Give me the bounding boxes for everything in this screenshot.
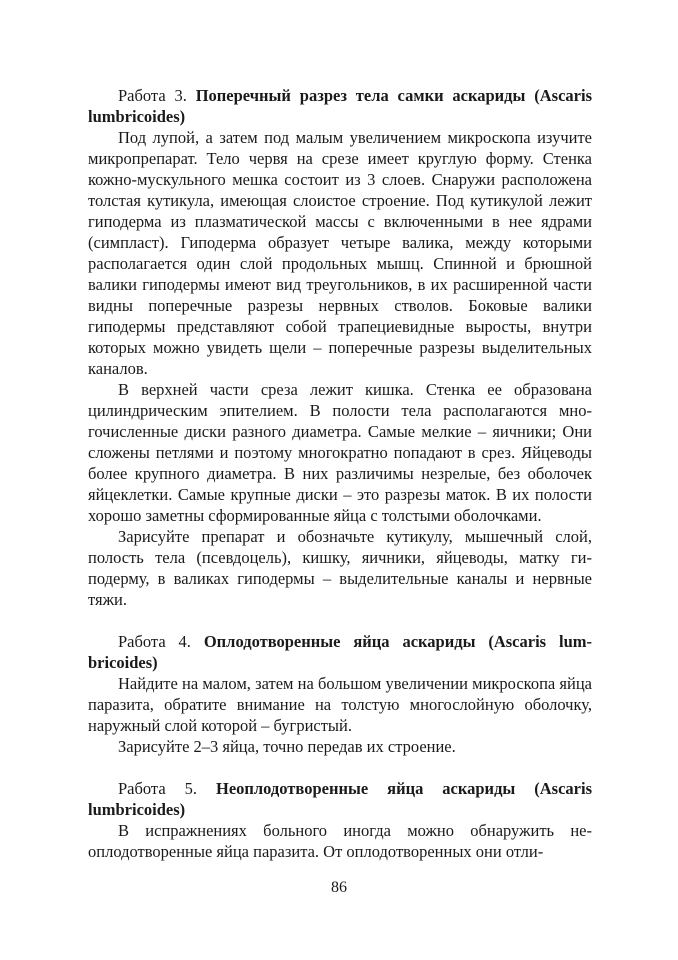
paragraph: Зарисуйте 2–3 яйца, точно передав их строение. — [118, 737, 456, 756]
paragraph: Под лупой, а затем под малым увеличением микроскопа изучите микропрепарат. Тело червя на срезе имеет круглую форму. Стенка кожно-мускульного мешка состоит из 3 слоев. Снаружи расположена толстая кутикула, имеющая слоистое строение. Под кутикулой лежит гиподерма из плазматической массы с включенными в нее ядрами (симпласт). Гиподерма образует четыре валика, между которыми располагается один слой продольных мышц. Спинной и брюшной валики гиподермы имеют вид треугольников, в их расширенной части видны поперечные разрезы нервных стволов. Боковые валики гиподермы представляют собой трапециевидные выросты, внутри которых можно увидеть щели – поперечные разрезы выделительных каналов. — [88, 128, 592, 378]
paragraph: В испражнениях больного иногда можно обнаружить неоплодотворенные яйца паразита. От оплодотворенных они отли- — [88, 821, 592, 861]
section-label: Работа 4. — [118, 632, 204, 651]
section-title: Неоплодотворенные яйца аскариды (Ascaris lumbricoides) — [88, 779, 592, 819]
section-heading-work-5 — [88, 778, 592, 820]
paragraph: Зарисуйте препарат и обозначьте кутикулу, мышечный слой, полость тела (псевдоцель), кишку, яичники, яйцеводы, матку гиподерму, в валиках гиподермы – выделительные каналы и нервные тяжи. — [88, 527, 592, 609]
section-label: Работа 5. — [118, 779, 216, 798]
page-body — [88, 85, 592, 862]
paragraph: В верхней части среза лежит кишка. Стенка ее образована цилиндрическим эпителием. В полости тела располагаются многочисленные диски разного диаметра. Самые мелкие – яичники; Они сложены петлями и поэтому многократно попадают в срез. Яйцеводы более крупного диаметра. В них различимы незрелые, без оболочек яйцеклетки. Самые крупные диски – это разрезы маток. В их полости хорошо заметны сформированные яйца с толстыми оболочками. — [88, 380, 592, 525]
section-title: Оплодотворенные яйца аскариды (Ascaris lumbricoides) — [88, 632, 592, 672]
page-number: 86 — [331, 879, 347, 896]
section-heading-work-3 — [88, 85, 592, 127]
section-title: Поперечный разрез тела самки аскариды (Ascaris lumbricoides) — [88, 86, 592, 126]
paragraph: Найдите на малом, затем на большом увеличении микроскопа яйца паразита, обратите внимание на толстую многослойную оболочку, наружный слой которой – бугристый. — [88, 674, 592, 735]
section-label: Работа 3. — [118, 86, 196, 105]
section-heading-work-4 — [88, 631, 592, 673]
